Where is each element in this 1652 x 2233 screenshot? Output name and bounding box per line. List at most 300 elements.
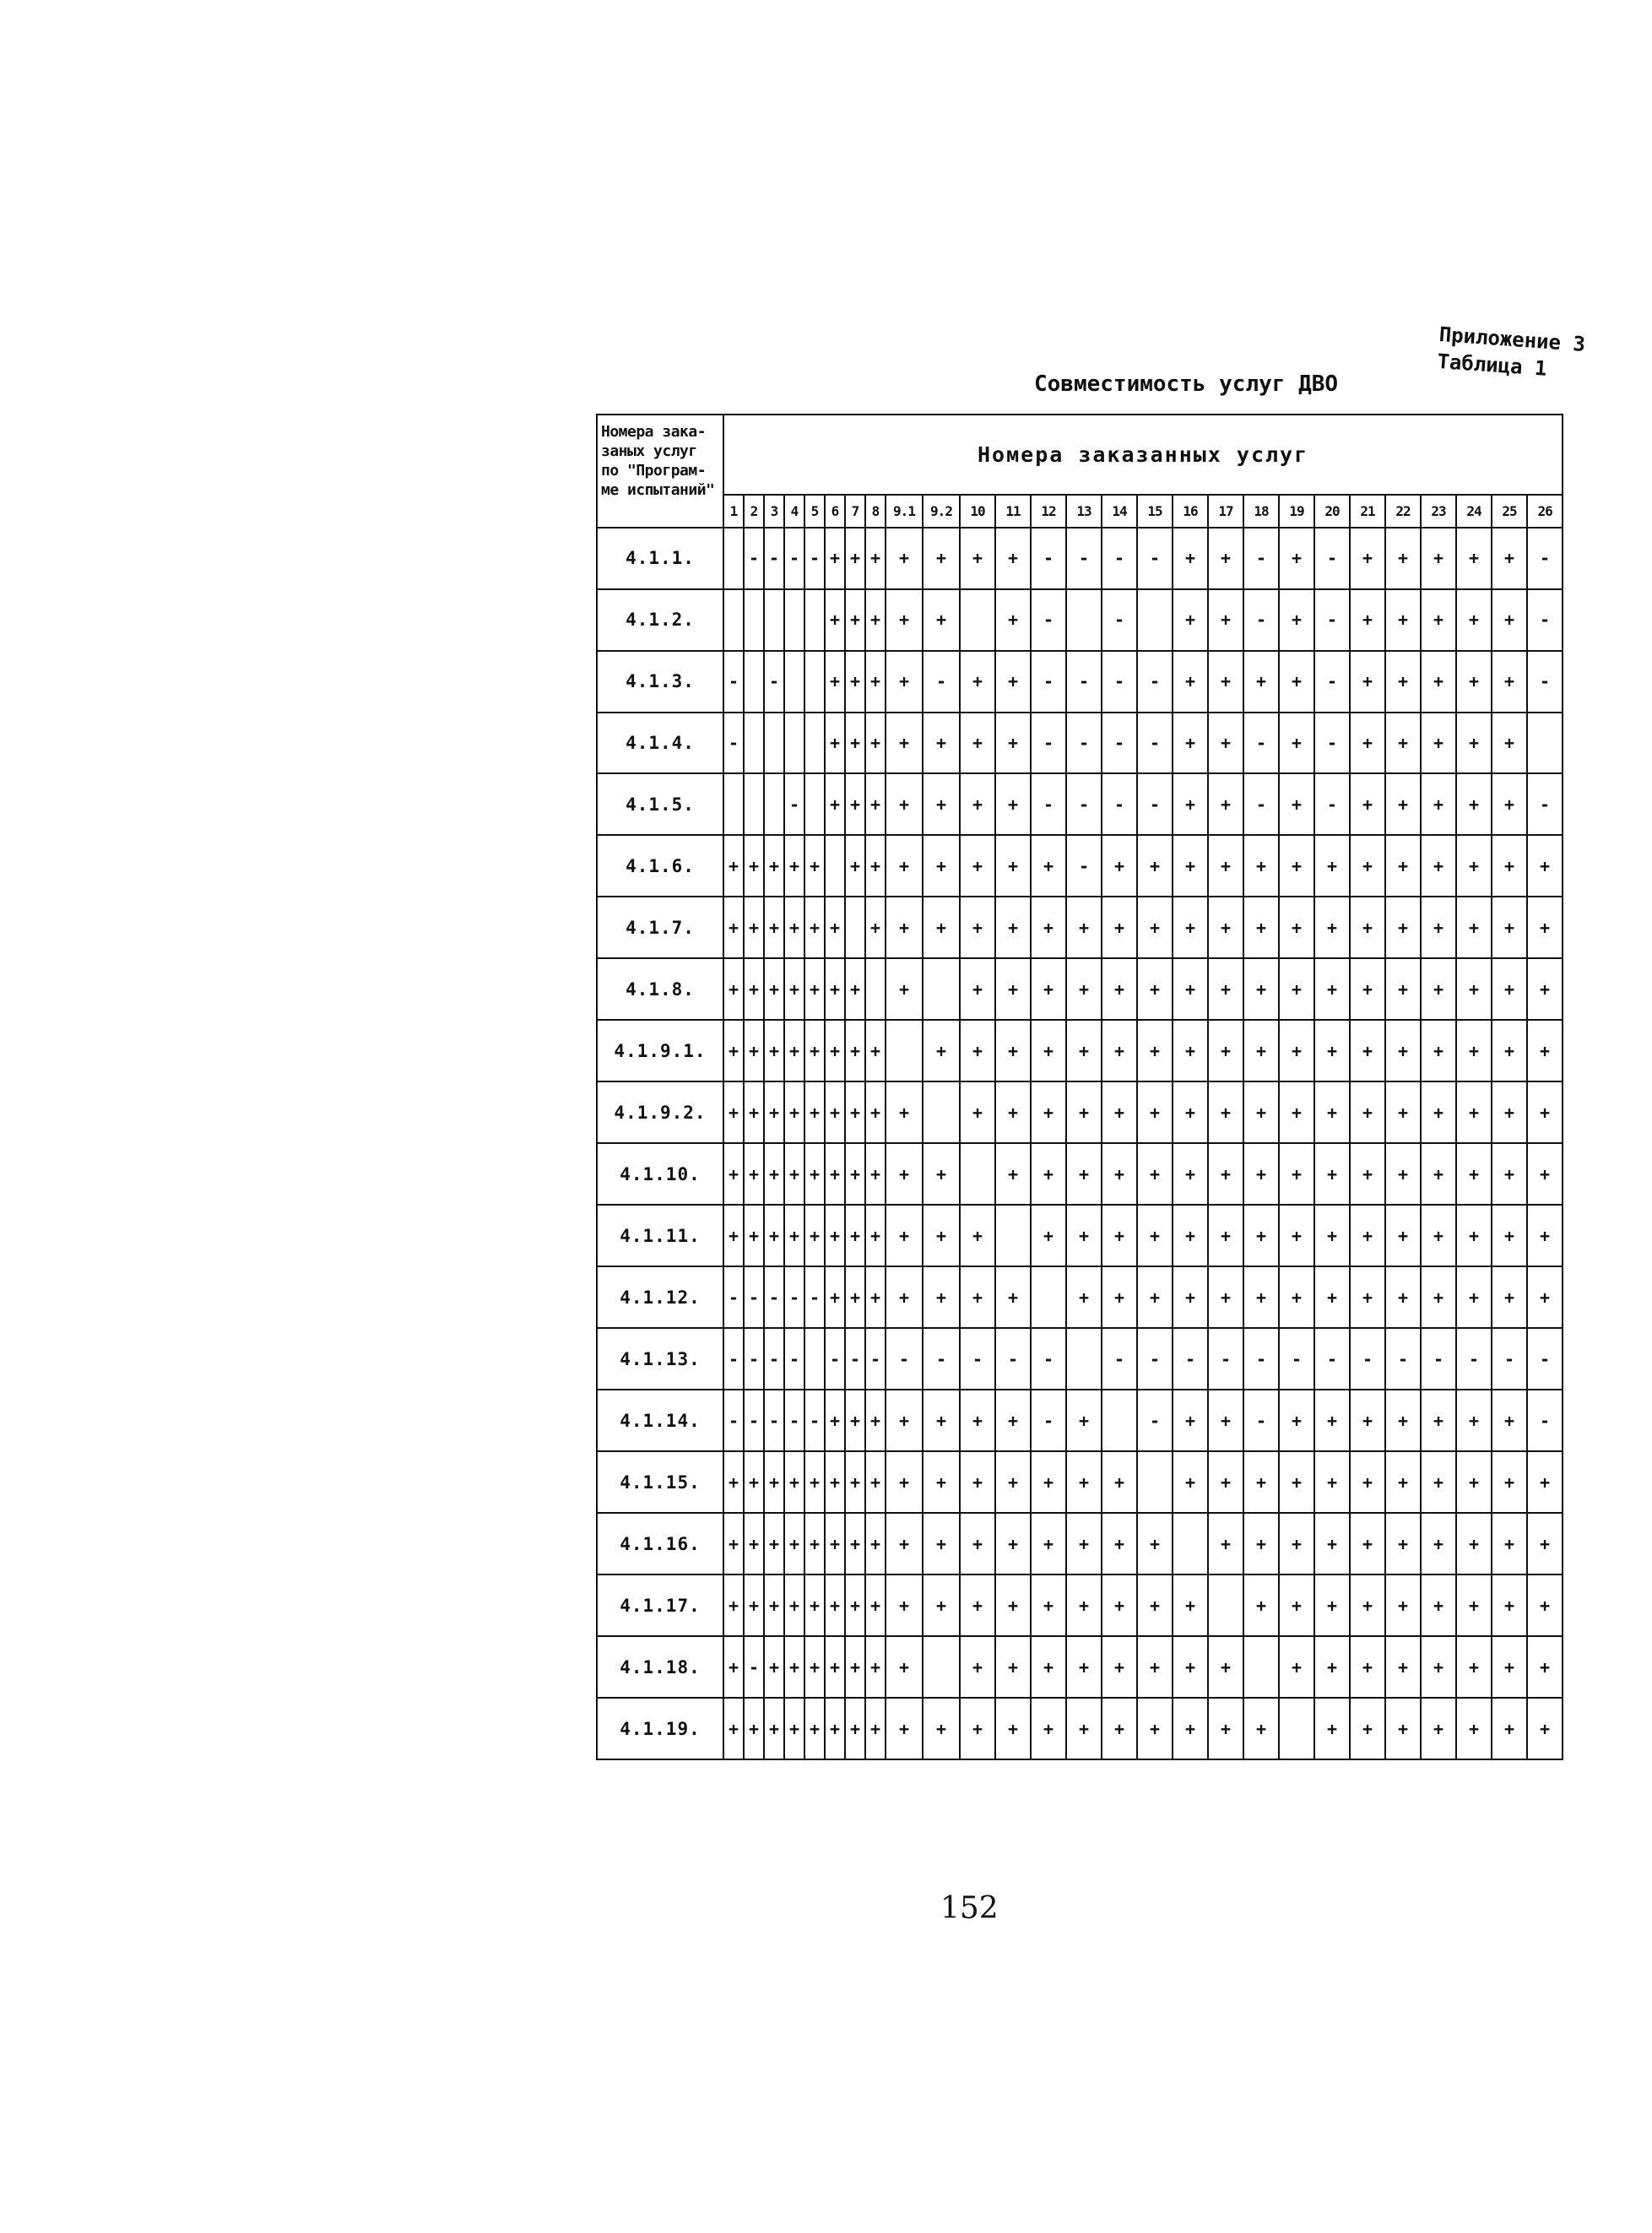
compat-cell: + (1208, 1205, 1243, 1266)
compat-cell: + (784, 1205, 804, 1266)
compat-cell: + (723, 897, 744, 958)
compat-cell: + (1102, 1698, 1137, 1759)
compat-cell: - (845, 1328, 865, 1390)
compat-cell: + (1031, 1081, 1066, 1143)
compat-cell: + (1492, 651, 1527, 713)
compat-cell: - (1243, 773, 1279, 835)
compat-cell: - (744, 1390, 764, 1451)
column-number: 14 (1102, 495, 1137, 528)
compat-cell: + (1492, 1266, 1527, 1328)
compat-cell: + (1208, 1020, 1243, 1081)
compat-cell: + (1279, 1574, 1314, 1636)
compat-cell: + (1350, 773, 1385, 835)
compat-cell (804, 713, 825, 774)
compat-cell: + (1137, 1513, 1173, 1574)
compat-cell (804, 773, 825, 835)
compat-cell: + (1456, 897, 1492, 958)
compat-cell: + (886, 1081, 923, 1143)
compat-cell: + (1492, 1143, 1527, 1205)
compat-cell: + (1031, 897, 1066, 958)
compat-cell (784, 589, 804, 651)
compat-cell (1066, 1328, 1102, 1390)
compat-cell: + (764, 1636, 784, 1698)
compat-cell: + (845, 1020, 865, 1081)
column-number: 25 (1492, 495, 1527, 528)
compat-cell: + (825, 1513, 845, 1574)
compat-cell: + (1385, 651, 1421, 713)
compat-cell: - (1314, 1328, 1350, 1390)
compat-cell: - (1456, 1328, 1492, 1390)
compat-cell: + (865, 1636, 886, 1698)
compat-cell: + (960, 1451, 995, 1513)
compat-cell: + (960, 713, 995, 774)
compat-cell: + (1314, 1143, 1350, 1205)
column-number: 6 (825, 495, 845, 528)
compat-cell: + (1492, 528, 1527, 589)
compat-cell: + (764, 1698, 784, 1759)
compat-cell: + (723, 1143, 744, 1205)
columns-header: Номера заказанных услуг (723, 415, 1563, 495)
compat-cell: + (764, 1020, 784, 1081)
compat-cell: - (1137, 651, 1173, 713)
compat-cell: + (1527, 1698, 1563, 1759)
compat-cell: + (825, 1143, 845, 1205)
compat-cell: + (1243, 1266, 1279, 1328)
compat-cell: + (1137, 1698, 1173, 1759)
compat-cell: - (1243, 589, 1279, 651)
compat-cell: + (1456, 1266, 1492, 1328)
compat-cell: + (923, 1143, 960, 1205)
compat-cell: + (764, 897, 784, 958)
compat-cell: + (1031, 958, 1066, 1020)
compat-cell: + (1350, 1081, 1385, 1143)
table-row (597, 1390, 1563, 1451)
compat-cell (923, 1636, 960, 1698)
compat-cell: - (764, 651, 784, 713)
compat-cell: + (1066, 1143, 1102, 1205)
column-number: 7 (845, 495, 865, 528)
compat-cell: + (960, 958, 995, 1020)
compat-cell: + (865, 1081, 886, 1143)
compat-cell: + (845, 713, 865, 774)
compat-cell: - (764, 528, 784, 589)
compat-cell: + (744, 1451, 764, 1513)
column-number: 17 (1208, 495, 1243, 528)
compat-cell: + (825, 1266, 845, 1328)
compat-cell: + (804, 1574, 825, 1636)
compat-cell: - (1102, 589, 1137, 651)
row-label: 4.1.19. (597, 1698, 723, 1759)
compat-cell: + (1173, 1020, 1208, 1081)
compat-cell: + (723, 1451, 744, 1513)
compat-cell: + (784, 1020, 804, 1081)
compat-cell: + (845, 1698, 865, 1759)
compat-cell (1137, 1451, 1173, 1513)
compat-cell: + (804, 897, 825, 958)
compat-cell: + (1208, 773, 1243, 835)
compat-cell: + (1456, 713, 1492, 774)
table-row (597, 897, 1563, 958)
compat-cell: + (1243, 1020, 1279, 1081)
compat-cell (923, 1081, 960, 1143)
compat-cell: + (1421, 1081, 1456, 1143)
column-number: 5 (804, 495, 825, 528)
compat-cell: - (1137, 1328, 1173, 1390)
compat-cell: + (845, 1143, 865, 1205)
compat-cell: - (1421, 1328, 1456, 1390)
compat-cell: + (1456, 589, 1492, 651)
compat-cell: + (1527, 1513, 1563, 1574)
compat-cell: + (1279, 713, 1314, 774)
compat-cell: + (804, 1636, 825, 1698)
compat-cell: - (865, 1328, 886, 1390)
compat-cell: + (886, 1390, 923, 1451)
compat-cell: + (1385, 1266, 1421, 1328)
compat-cell: - (1173, 1328, 1208, 1390)
compat-cell: + (1385, 835, 1421, 897)
compat-cell: + (865, 528, 886, 589)
row-label: 4.1.2. (597, 589, 723, 651)
compat-cell: + (1173, 773, 1208, 835)
compat-cell (995, 1205, 1031, 1266)
compat-cell (804, 589, 825, 651)
compat-cell: + (1492, 897, 1527, 958)
compat-cell: + (845, 1574, 865, 1636)
compat-cell: - (1243, 1328, 1279, 1390)
compat-cell: + (1456, 1081, 1492, 1143)
compat-cell: + (995, 1266, 1031, 1328)
compat-cell: + (825, 713, 845, 774)
compat-cell: + (825, 958, 845, 1020)
compat-cell: + (764, 1081, 784, 1143)
compat-cell: + (923, 1020, 960, 1081)
compat-cell: + (1492, 1390, 1527, 1451)
compat-cell: + (1314, 958, 1350, 1020)
compat-cell: + (1456, 1390, 1492, 1451)
table-row (597, 651, 1563, 713)
compat-cell: + (1421, 1451, 1456, 1513)
compat-cell (764, 589, 784, 651)
compat-cell: + (865, 835, 886, 897)
compat-cell: + (1421, 1636, 1456, 1698)
compat-cell: + (784, 897, 804, 958)
compat-cell: + (845, 1081, 865, 1143)
compat-cell: + (995, 1451, 1031, 1513)
compat-cell: + (886, 1143, 923, 1205)
annex-number: Приложение 3 (1438, 322, 1586, 357)
compat-cell: + (1137, 897, 1173, 958)
compat-cell: + (865, 589, 886, 651)
compat-cell: + (845, 1266, 865, 1328)
compat-cell: + (1421, 1390, 1456, 1451)
row-label: 4.1.4. (597, 713, 723, 774)
compat-cell: + (923, 897, 960, 958)
compat-cell: - (1243, 528, 1279, 589)
compat-cell: + (1492, 589, 1527, 651)
row-label: 4.1.14. (597, 1390, 723, 1451)
compat-cell: + (1102, 1081, 1137, 1143)
compat-cell: + (1350, 958, 1385, 1020)
compat-cell (865, 958, 886, 1020)
compat-cell: + (1421, 835, 1456, 897)
compat-cell: + (784, 1143, 804, 1205)
compat-cell: - (1137, 1390, 1173, 1451)
column-number: 11 (995, 495, 1031, 528)
compat-cell: + (923, 1266, 960, 1328)
compat-cell: + (804, 1081, 825, 1143)
compat-cell: + (1102, 1266, 1137, 1328)
row-label: 4.1.7. (597, 897, 723, 958)
compat-cell: - (784, 1390, 804, 1451)
compat-cell: - (995, 1328, 1031, 1390)
compat-cell: + (1243, 1205, 1279, 1266)
compat-cell: + (1527, 1636, 1563, 1698)
compat-cell: + (1527, 1574, 1563, 1636)
compat-cell: + (1350, 1390, 1385, 1451)
compat-cell: + (1385, 1513, 1421, 1574)
compat-cell: + (1314, 1636, 1350, 1698)
compat-cell: - (1137, 528, 1173, 589)
compat-cell: + (1385, 528, 1421, 589)
compat-cell: + (744, 958, 764, 1020)
compat-cell: + (1173, 958, 1208, 1020)
compat-cell: + (804, 1143, 825, 1205)
compat-cell: + (923, 1205, 960, 1266)
compat-cell: + (995, 528, 1031, 589)
compat-cell: + (764, 1205, 784, 1266)
compat-cell: + (1137, 1574, 1173, 1636)
column-number: 9.1 (886, 495, 923, 528)
compat-cell: + (995, 1143, 1031, 1205)
compat-cell: + (923, 1698, 960, 1759)
compat-cell: + (960, 1698, 995, 1759)
compat-cell: + (1279, 651, 1314, 713)
compat-cell: + (1350, 1698, 1385, 1759)
compat-cell: + (764, 958, 784, 1020)
compat-cell (923, 958, 960, 1020)
compat-cell: + (960, 1081, 995, 1143)
compat-cell: + (723, 835, 744, 897)
compat-cell: + (1173, 651, 1208, 713)
compat-cell: + (1031, 835, 1066, 897)
compat-cell: + (1456, 528, 1492, 589)
compat-cell: + (825, 1205, 845, 1266)
compat-cell: + (1066, 1698, 1102, 1759)
table-row (597, 1020, 1563, 1081)
compat-cell: + (1527, 835, 1563, 897)
compat-cell: + (1066, 1513, 1102, 1574)
row-label: 4.1.12. (597, 1266, 723, 1328)
compat-cell: + (1492, 1020, 1527, 1081)
compat-cell: + (995, 1698, 1031, 1759)
compat-cell: + (865, 651, 886, 713)
compat-cell: + (1102, 1020, 1137, 1081)
compat-cell: - (1314, 651, 1350, 713)
compat-cell: - (1527, 528, 1563, 589)
compat-cell: + (1102, 1574, 1137, 1636)
compat-cell (1527, 713, 1563, 774)
compat-cell: + (1137, 1205, 1173, 1266)
compat-cell: + (1279, 1390, 1314, 1451)
compat-cell: + (886, 773, 923, 835)
row-label: 4.1.6. (597, 835, 723, 897)
compat-cell: - (784, 773, 804, 835)
compat-cell: - (886, 1328, 923, 1390)
compat-cell: + (845, 1451, 865, 1513)
compat-cell: + (1456, 835, 1492, 897)
compat-cell: + (1350, 1266, 1385, 1328)
compat-cell: + (1350, 897, 1385, 958)
compat-cell (784, 713, 804, 774)
compat-cell: + (804, 1513, 825, 1574)
compat-cell: + (825, 773, 845, 835)
compat-cell: + (1421, 1698, 1456, 1759)
table-row (597, 1574, 1563, 1636)
compat-cell: + (1385, 1698, 1421, 1759)
compat-cell: - (1066, 528, 1102, 589)
column-number: 22 (1385, 495, 1421, 528)
compat-cell: + (960, 773, 995, 835)
compat-cell: + (1314, 1698, 1350, 1759)
compat-cell: + (1492, 1513, 1527, 1574)
compat-cell (744, 651, 764, 713)
compat-cell: + (1243, 1143, 1279, 1205)
compat-cell: + (923, 589, 960, 651)
compat-cell: + (1385, 958, 1421, 1020)
compat-cell: + (1350, 1513, 1385, 1574)
compat-cell: - (744, 1266, 764, 1328)
compat-cell: + (1456, 1698, 1492, 1759)
compat-cell: + (1350, 1574, 1385, 1636)
compat-cell: + (804, 958, 825, 1020)
compat-cell: + (960, 1266, 995, 1328)
compat-cell: + (960, 1636, 995, 1698)
compat-cell: - (1066, 651, 1102, 713)
compat-cell: + (995, 835, 1031, 897)
table-number: Таблица 1 (1436, 349, 1548, 381)
compat-cell: - (1031, 528, 1066, 589)
compat-cell: + (1243, 835, 1279, 897)
compat-cell: + (1137, 1143, 1173, 1205)
compat-cell (886, 1020, 923, 1081)
compat-cell: - (723, 1266, 744, 1328)
compat-cell: + (1456, 1205, 1492, 1266)
compat-cell: + (825, 1698, 845, 1759)
compat-cell: - (1031, 589, 1066, 651)
compat-cell: + (1066, 1081, 1102, 1143)
compat-cell: + (1527, 1266, 1563, 1328)
compat-cell: + (1492, 713, 1527, 774)
compat-cell: + (1279, 589, 1314, 651)
compat-cell: - (723, 1390, 744, 1451)
compat-cell: + (1456, 1020, 1492, 1081)
table-row (597, 1205, 1563, 1266)
compat-cell: + (1314, 1266, 1350, 1328)
compat-cell: + (1102, 1143, 1137, 1205)
compat-cell: + (960, 1513, 995, 1574)
column-number: 18 (1243, 495, 1279, 528)
compat-cell: + (744, 1020, 764, 1081)
compat-cell: + (1492, 1205, 1527, 1266)
compat-cell: + (1279, 1143, 1314, 1205)
compat-cell: - (960, 1328, 995, 1390)
compat-cell: + (845, 773, 865, 835)
compat-cell: + (1031, 1451, 1066, 1513)
annex-caption (1437, 321, 1586, 385)
compat-cell: + (1208, 1636, 1243, 1698)
compat-cell: + (825, 528, 845, 589)
compat-cell: + (886, 958, 923, 1020)
compat-cell: - (1314, 713, 1350, 774)
row-label: 4.1.15. (597, 1451, 723, 1513)
compat-cell: + (1492, 835, 1527, 897)
compat-cell: + (825, 1636, 845, 1698)
compat-cell: + (1385, 1574, 1421, 1636)
compat-cell: - (1243, 1390, 1279, 1451)
compat-cell: + (1173, 528, 1208, 589)
compat-cell: + (960, 835, 995, 897)
compat-cell: - (1102, 713, 1137, 774)
compat-cell: + (865, 1143, 886, 1205)
compat-cell: + (1279, 1513, 1314, 1574)
compat-cell: + (1421, 897, 1456, 958)
compat-cell: + (865, 1513, 886, 1574)
compat-cell (804, 651, 825, 713)
compat-cell: + (960, 1390, 995, 1451)
compat-cell: + (1243, 1513, 1279, 1574)
compat-cell: + (1031, 1020, 1066, 1081)
compat-cell (1066, 589, 1102, 651)
compat-cell: + (723, 1574, 744, 1636)
compat-cell: + (995, 958, 1031, 1020)
compat-cell: + (1279, 835, 1314, 897)
compat-cell: + (825, 1451, 845, 1513)
compat-cell: - (1527, 651, 1563, 713)
compat-cell: - (723, 651, 744, 713)
compat-cell: + (1350, 528, 1385, 589)
compat-cell: + (1279, 1020, 1314, 1081)
compat-cell: + (1137, 1266, 1173, 1328)
column-number: 24 (1456, 495, 1492, 528)
compat-cell: + (865, 897, 886, 958)
compat-cell: + (1456, 651, 1492, 713)
compat-cell: + (886, 1513, 923, 1574)
compat-cell: + (865, 1698, 886, 1759)
compat-cell: + (1421, 528, 1456, 589)
compat-cell: + (1492, 958, 1527, 1020)
compat-cell: + (1385, 1390, 1421, 1451)
compat-cell: - (804, 1266, 825, 1328)
compat-cell: - (825, 1328, 845, 1390)
compat-cell: + (1208, 1081, 1243, 1143)
compat-cell: - (1031, 773, 1066, 835)
compat-cell: + (865, 1205, 886, 1266)
compat-cell: + (1421, 1020, 1456, 1081)
table-row (597, 773, 1563, 835)
compat-cell: - (1527, 1390, 1563, 1451)
compat-cell: - (1031, 713, 1066, 774)
compat-cell: + (995, 713, 1031, 774)
compat-cell: + (1385, 773, 1421, 835)
compat-cell (723, 773, 744, 835)
corner-header: Номера зака-заных услуг по "Програм-ме испытаний" (597, 415, 723, 528)
compat-cell: + (804, 1698, 825, 1759)
compat-cell: + (1208, 1451, 1243, 1513)
compat-cell: + (923, 1451, 960, 1513)
compat-cell: + (845, 1513, 865, 1574)
column-number: 4 (784, 495, 804, 528)
compat-cell: + (1279, 1081, 1314, 1143)
